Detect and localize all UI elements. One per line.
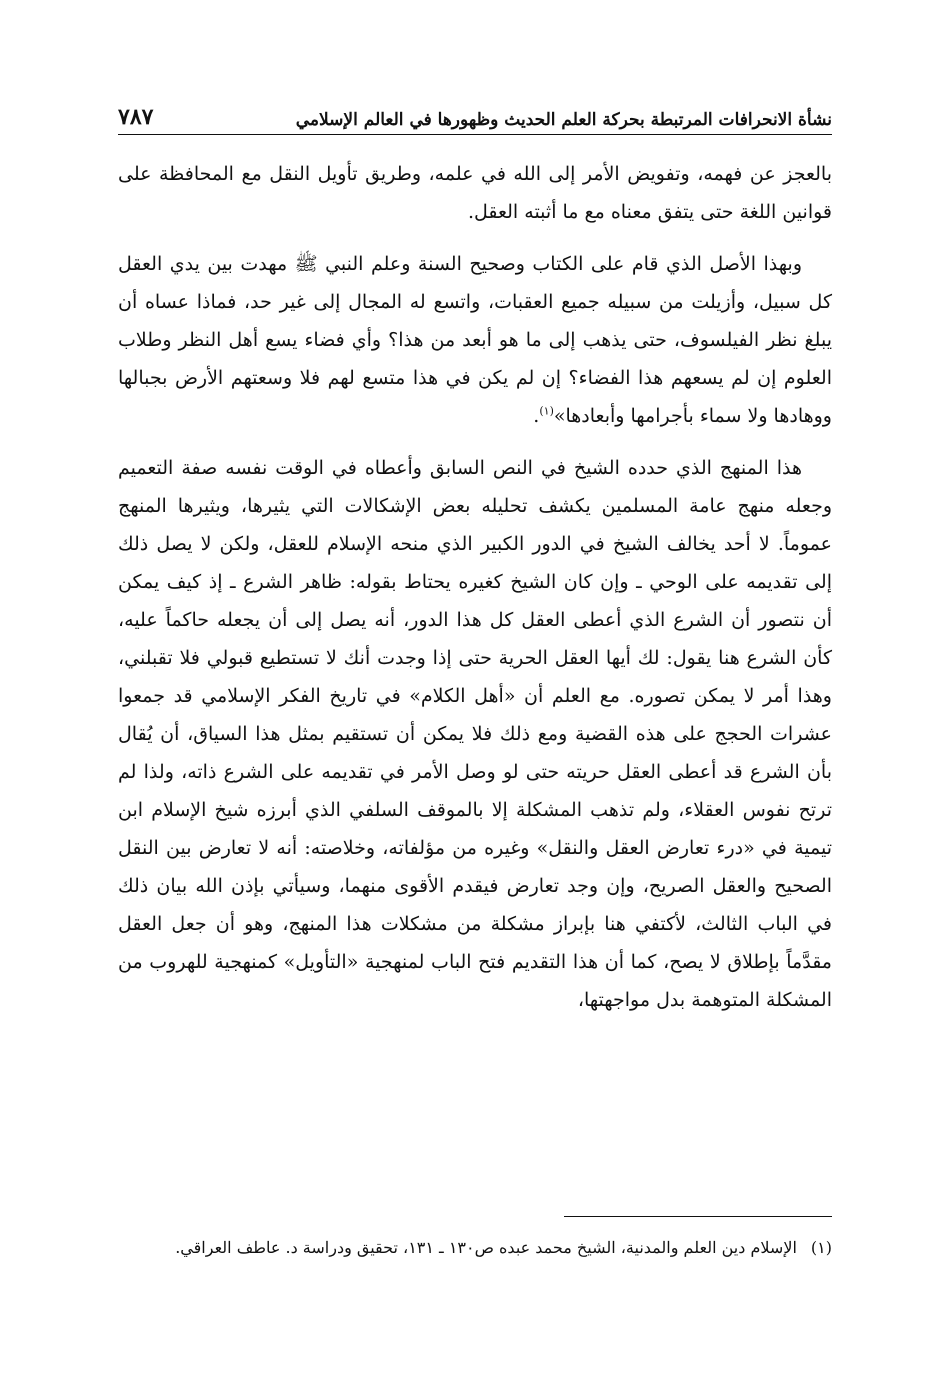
body-text: [118, 155, 832, 1019]
footnote-text: الإسلام دين العلم والمدنية، الشيخ محمد عبده ص١٣٠ ـ ١٣١، تحقيق ودراسة د. عاطف العراقي.: [175, 1238, 797, 1257]
footnotes-section: [118, 1216, 832, 1263]
footnote-reference[interactable]: (١): [539, 404, 554, 418]
footnote-marker: (١): [810, 1238, 832, 1257]
paragraph-quote: [118, 245, 832, 435]
page-content: [118, 96, 832, 1019]
paragraph-text: هذا المنهج الذي حدده الشيخ في النص السابق وأعطاه في الوقت نفسه صفة التعميم وجعله منهج عامة المسلمين يكشف تحليله بعض الإشكالات التي يثيرها، ويثيرها المنهج عموماً. لا أحد يخالف الشيخ في الدور الكبير الذي منحه الإسلام للعقل، ولكن لا يصل ذلك إلى تقديمه على الوحي ـ وإن كان الشيخ كغيره يحتاط بقوله: ظاهر الشرع ـ إذ كيف يمكن أن نتصور أن الشرع الذي أعطى العقل كل هذا الدور، أنه يصل إلى أن يجعله حاكماً عليه، كأن الشرع هنا يقول: لك أيها العقل الحرية حتى إذا وجدت أنك لا تستطيع قبولي فلا تقبلني، وهذا أمر لا يمكن تصوره. مع العلم أن «أهل الكلام» في تاريخ الفكر الإسلامي قد جمعوا عشرات الحجج على هذه القضية ومع ذلك فلا يمكن أن تستقيم بمثل هذا السياق، أن يُقال بأن الشرع قد أعطى العقل حريته حتى لو وصل الأمر في تقديمه على الشرع ذاته، ولذا لم ترتح نفوس العقلاء، ولم تذهب المشكلة إلا بالموقف السلفي الذي أبرزه شيخ الإسلام ابن تيمية في «درء تعارض العقل والنقل» وغيره من مؤلفاته، وخلاصته: أنه لا تعارض بين النقل الصحيح والعقل الصريح، وإن وجد تعارض فيقدم الأقوى منهما، وسيأتي بإذن الله بيان ذلك في الباب الثالث، لأكتفي هنا بإبراز مشكلة من مشكلات هذا المنهج، وهو أن جعل العقل مقدَّماً بإطلاق لا يصح، كما أن هذا التقديم فتح الباب لمنهجية «التأويل» كمنهجية للهروب من المشكلة المتوهمة بدل مواجهتها،: [118, 457, 832, 1011]
page-number: ٧٨٧: [118, 104, 154, 130]
paragraph-text: وبهذا الأصل الذي قام على الكتاب وصحيح السنة وعلم النبي ﷺ مهدت بين يدي العقل كل سبيل، وأزيلت من سبيله جميع العقبات، واتسع له المجال إلى غير حد، فماذا عساه أن يبلغ نظر الفيلسوف، حتى يذهب إلى ما هو أبعد من هذا؟ وأي فضاء يسع أهل النظر وطلاب العلوم إن لم يسعهم هذا الفضاء؟ إن لم يكن في هذا متسع لهم فلا وسعتهم الأرض بجبالها ووهادها ولا سماء بأجرامها وأبعادها»: [118, 253, 832, 427]
paragraph-continuation: [118, 155, 832, 231]
paragraph-end-punctuation: .: [533, 405, 540, 427]
footnote-separator: [564, 1216, 832, 1217]
running-header: [118, 96, 832, 135]
paragraph-analysis: [118, 449, 832, 1019]
footnote-item: [118, 1233, 832, 1263]
paragraph-text: بالعجز عن فهمه، وتفويض الأمر إلى الله في علمه، وطريق تأويل النقل مع المحافظة على قوانين اللغة حتى يتفق معناه مع ما أثبته العقل.: [118, 163, 832, 223]
running-header-title: نشأة الانحرافات المرتبطة بحركة العلم الحديث وظهورها في العالم الإسلامي: [295, 110, 832, 130]
